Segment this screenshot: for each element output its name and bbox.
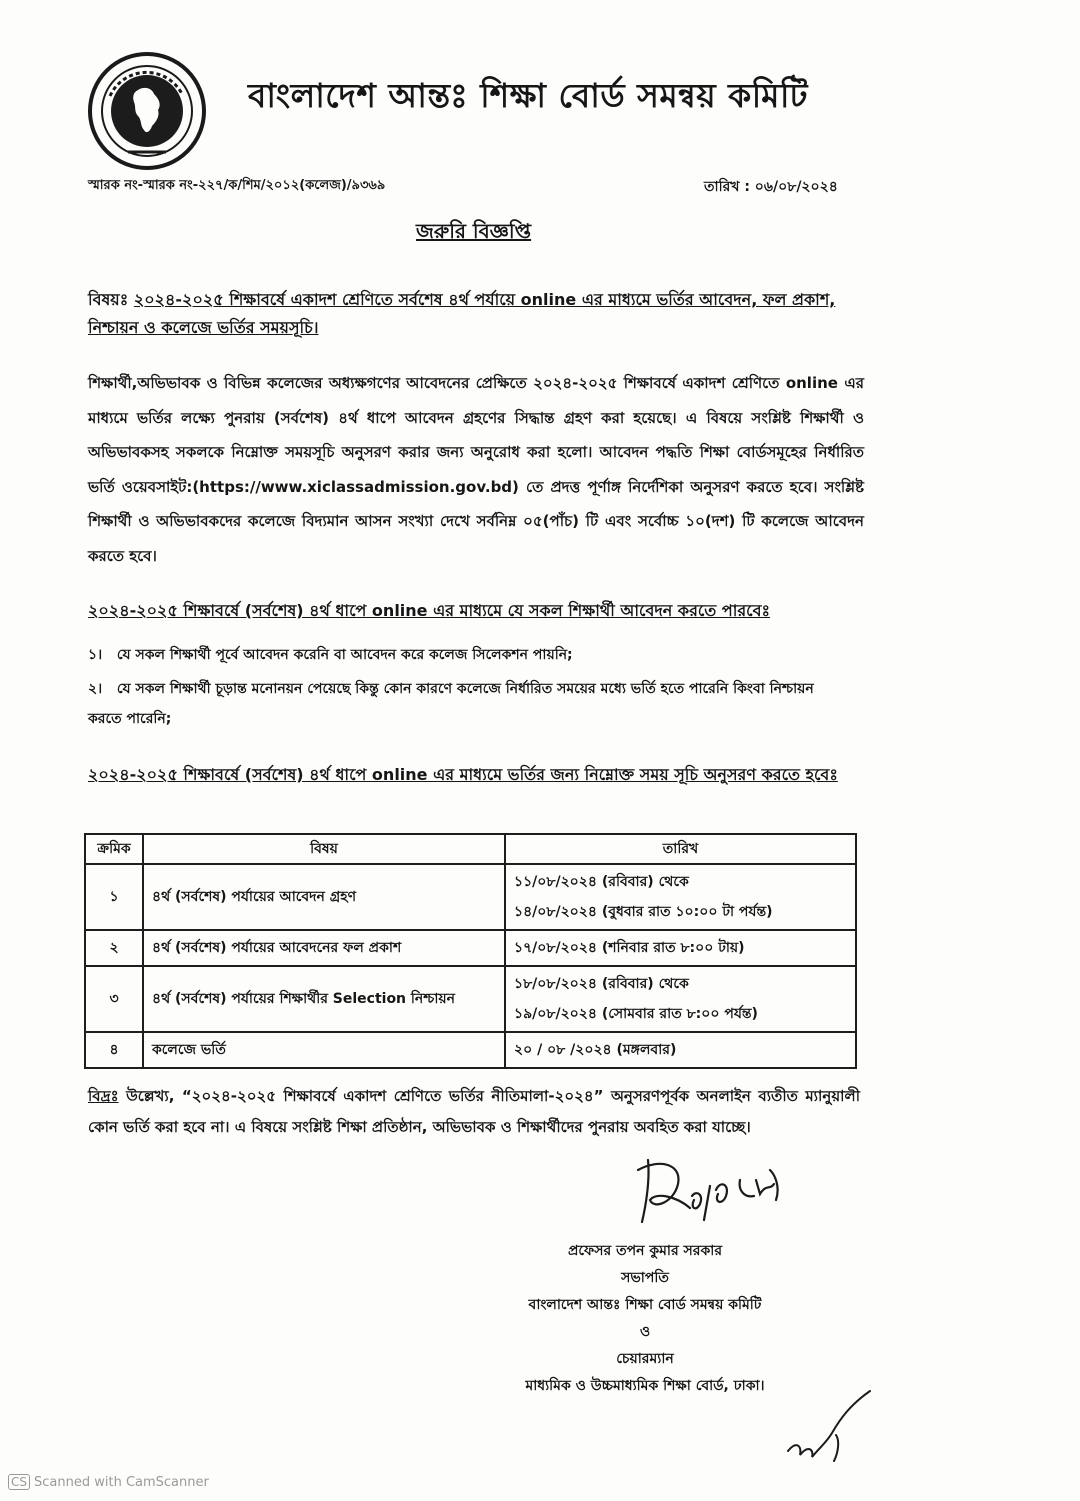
row-serial: ৪ xyxy=(85,1032,143,1068)
scanner-footer xyxy=(8,1474,209,1490)
row-subject: ৪র্থ (সর্বশেষ) পর্যায়ের আবেদন গ্রহণ xyxy=(143,864,505,930)
schedule-table xyxy=(84,833,857,1069)
table-header-row xyxy=(85,834,856,864)
row-subject: ৪র্থ (সর্বশেষ) পর্যায়ের আবেদনের ফল প্রকাশ xyxy=(143,930,505,966)
signatory-title: সভাপতি xyxy=(621,1270,669,1286)
row-serial: ৩ xyxy=(85,966,143,1032)
subject-text: ২০২৪-২০২৫ শিক্ষাবর্ষে একাদশ শ্রেণিতে সর্বশেষ ৪র্থ পর্যায়ে online এর মাধ্যমে ভর্তির আবেদন, ফল প্রকাশ, নিশ্চায়ন ও কলেজে ভর্তির সময়সূচি। xyxy=(88,290,836,337)
eligibility-item-1 xyxy=(88,640,848,670)
schedule-heading: ২০২৪-২০২৫ শিক্ষাবর্ষে (সর্বশেষ) ৪র্থ ধাপে online এর মাধ্যমে ভর্তির জন্য নিম্নোক্ত সময় সূচি অনুসরণ করতে হবেঃ xyxy=(88,765,838,784)
row-serial: ১ xyxy=(85,864,143,930)
row-date-line1: ২০ / ০৮ /২০২৪ (মঙ্গলবার) xyxy=(514,1042,677,1058)
note-label: বিদ্রঃ xyxy=(88,1087,119,1105)
row-date-line1: ১১/০৮/২০২৪ (রবিবার) থেকে xyxy=(514,874,689,890)
row-date-line1: ১৭/০৮/২০২৪ (শনিবার রাত ৮:০০ টায়) xyxy=(514,940,745,956)
handwritten-signature xyxy=(620,1150,800,1235)
scanner-footer-text: Scanned with CamScanner xyxy=(34,1475,209,1490)
row-date xyxy=(505,930,856,966)
row-subject: ৪র্থ (সর্বশেষ) পর্যায়ের শিক্ষার্থীর Selection নিশ্চায়ন xyxy=(143,966,505,1032)
camscanner-logo-icon: CS xyxy=(8,1474,30,1490)
eligibility-item-text: যে সকল শিক্ষার্থী চূড়ান্ত মনোনয়ন পেয়েছে কিন্তু কোন কারণে কলেজে নির্ধারিত সময়ের মধ্যে ভর্তি হতে পারেনি কিংবা নিশ্চায়ন করতে পারেনি; xyxy=(88,681,814,727)
table-row xyxy=(85,930,856,966)
row-date-line2: ১৯/০৮/২০২৪ (সোমবার রাত ৮:০০ পর্যন্ত) xyxy=(514,1006,758,1022)
eligibility-item-number: ২। xyxy=(88,681,103,697)
table-row xyxy=(85,1032,856,1068)
column-header-subject: বিষয় xyxy=(143,834,505,864)
row-date xyxy=(505,1032,856,1068)
signatory-conjunction: ও xyxy=(639,1324,651,1340)
row-date xyxy=(505,864,856,930)
memo-number: স্মারক নং-স্মারক নং-২২৭/ক/শিম/২০১২(কলেজ)/৯৩৬৯ xyxy=(88,178,386,193)
eligibility-item-text: যে সকল শিক্ষার্থী পূর্বে আবেদন করেনি বা আবেদন করে কলেজ সিলেকশন পায়নি; xyxy=(116,647,573,663)
organization-title: বাংলাদেশ আন্তঃ শিক্ষা বোর্ড সমন্বয় কমিটি xyxy=(248,76,808,115)
signatory-organization: বাংলাদেশ আন্তঃ শিক্ষা বোর্ড সমন্বয় কমিটি xyxy=(528,1297,762,1313)
notice-date: তারিখ : ০৬/০৮/২০২৪ xyxy=(704,179,838,195)
note-paragraph xyxy=(88,1081,860,1143)
eligibility-item-number: ১। xyxy=(88,647,103,663)
column-header-serial: ক্রমিক xyxy=(85,834,143,864)
initials-signature xyxy=(780,1375,880,1465)
notice-title: জরুরি বিজ্ঞপ্তি xyxy=(416,219,532,243)
row-date-line1: ১৮/০৮/২০২৪ (রবিবার) থেকে xyxy=(514,976,689,992)
row-subject: কলেজে ভর্তি xyxy=(143,1032,505,1068)
table-row xyxy=(85,864,856,930)
eligibility-item-2 xyxy=(88,674,848,734)
note-text: উল্লেখ্য, “২০২৪-২০২৫ শিক্ষাবর্ষে একাদশ শ্রেণিতে ভর্তির নীতিমালা-২০২৪” অনুসরণপূর্বক অনলাইন ব্যতীত ম্যানুয়ালী কোন ভর্তি করা হবে না। এ বিষয়ে সংশ্লিষ্ট শিক্ষা প্রতিষ্ঠান, অভিভাবক ও শিক্ষার্থীদের পুনরায় অবহিত করা যাচ্ছে। xyxy=(88,1087,860,1136)
body-paragraph: শিক্ষার্থী,অভিভাবক ও বিভিন্ন কলেজের অধ্যক্ষগণের আবেদনের প্রেক্ষিতে ২০২৪-২০২৫ শিক্ষাবর্ষে একাদশ শ্রেণিতে online এর মাধ্যমে ভর্তির লক্ষ্যে পুনরায় (সর্বশেষ) ৪র্থ ধাপে আবেদন গ্রহণের সিদ্ধান্ত গ্রহণ করা হয়েছে। এ বিষয়ে সংশ্লিষ্ট শিক্ষার্থী ও অভিভাবকসহ সকলকে নিম্নোক্ত সময়সূচি অনুসরণ করার জন্য অনুরোধ করা হলো। আবেদন পদ্ধতি শিক্ষা বোর্ডসমূহের নির্ধারিত ভর্তি ওয়েবসাইট:(https://www.xiclassadmission.gov.bd) তে প্রদত্ত পূর্ণাঙ্গ নির্দেশিকা অনুসরণ করতে হবে। সংশ্লিষ্ট শিক্ষার্থী ও অভিভাবকদের কলেজে বিদ্যমান আসন সংখ্যা দেখে সর্বনিম্ন ০৫(পাঁচ) টি এবং সর্বোচ্চ ১০(দশ) টি কলেজে আবেদন করতে হবে। xyxy=(88,374,864,565)
subject-label: বিষয়ঃ xyxy=(88,290,129,309)
row-serial: ২ xyxy=(85,930,143,966)
eligibility-heading: ২০২৪-২০২৫ শিক্ষাবর্ষে (সর্বশেষ) ৪র্থ ধাপে online এর মাধ্যমে যে সকল শিক্ষার্থী আবেদন করতে পারবেঃ xyxy=(88,601,771,620)
column-header-date: তারিখ xyxy=(505,834,856,864)
signatory-second-title: চেয়ারম্যান xyxy=(616,1351,674,1367)
government-seal-logo xyxy=(88,52,206,170)
seal-emblem-icon xyxy=(92,56,202,166)
signatory-name: প্রফেসর তপন কুমার সরকার xyxy=(567,1243,723,1259)
row-date-line2: ১৪/০৮/২০২৪ (বুধবার রাত ১০:০০ টা পর্যন্ত) xyxy=(514,904,773,920)
row-date xyxy=(505,966,856,1032)
subject-line xyxy=(88,286,868,342)
signatory-board: মাধ্যমিক ও উচ্চমাধ্যমিক শিক্ষা বোর্ড, ঢাকা। xyxy=(525,1378,765,1394)
table-row xyxy=(85,966,856,1032)
signatory-block xyxy=(480,1238,810,1400)
